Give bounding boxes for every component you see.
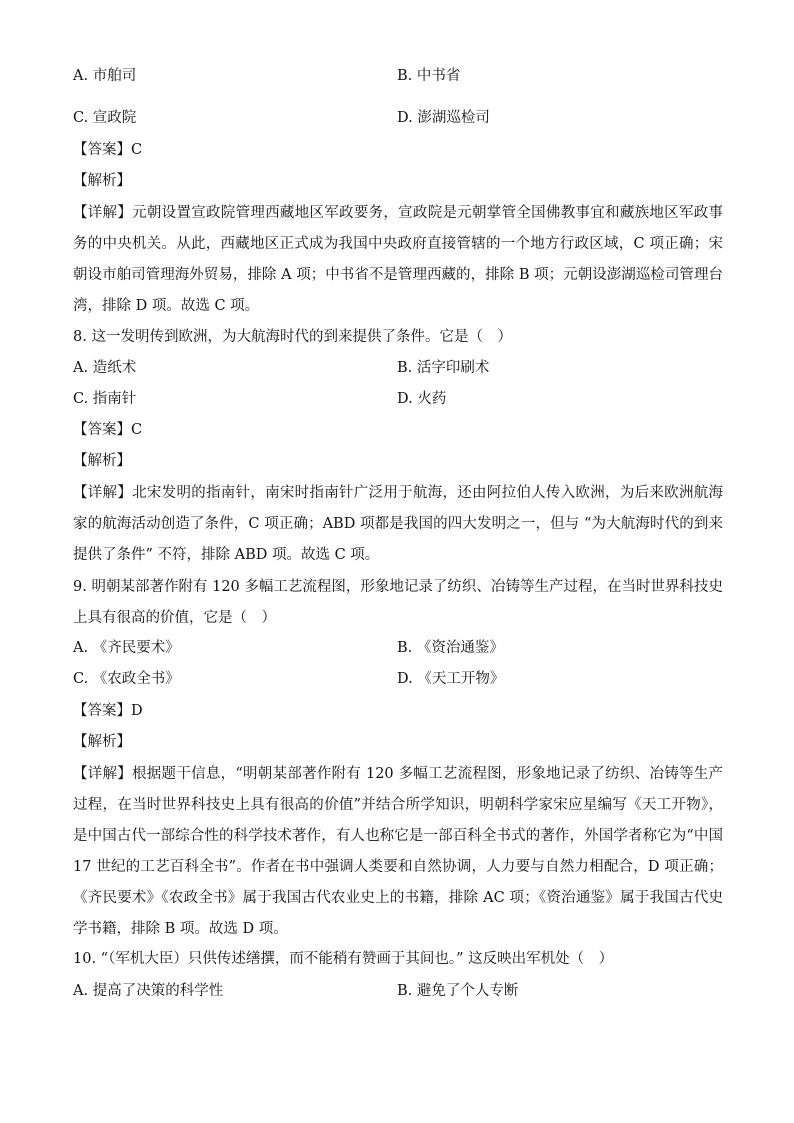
q9-question: 9. 明朝某部著作附有 120 多幅工艺流程图，形象地记录了纺织、冶铸等生产过程，在当时世界科技史上具有很高的价值，它是（ ） <box>73 579 723 626</box>
q9-answer: 【答案】D <box>73 703 143 719</box>
q7-detail: 【详解】元朝设置宣政院管理西藏地区军政要务，宣政院是元朝掌管全国佛教事宜和藏族地区军政事务的中央机关。从此，西藏地区正式成为我国中央政府直接管辖的一个地方行政区域，C 项正确；宋朝设市舶司管理海外贸易，排除 A 项；中书省不是管理西藏的，排除 B 项；元朝设澎湖巡检司管理台湾，排除 D 项。故选 C 项。 <box>73 205 723 314</box>
q9-option-d: D. 《天工开物》 <box>397 671 505 687</box>
q10-question: 10. “（军机大臣）只供传述缮撰，而不能稍有赞画于其间也。” 这反映出军机处（ ） <box>73 951 614 967</box>
q10-option-a: A. 提高了决策的科学性 <box>73 983 224 999</box>
q8-detail: 【详解】北宋发明的指南针，南宋时指南针广泛用于航海，还由阿拉伯人传入欧洲，为后来欧洲航海家的航海活动创造了条件，C 项正确；ABD 项都是我国的四大发明之一，但与 “为大航海时代的到来提供了条件” 不符，排除 ABD 项。故选 C 项。 <box>73 485 723 563</box>
q8-option-b: B. 活字印刷术 <box>397 360 490 376</box>
q8-question: 8. 这一发明传到欧洲，为大航海时代的到来提供了条件。它是（ ） <box>73 329 512 345</box>
q9-option-b: B. 《资治通鉴》 <box>397 640 504 656</box>
q8-option-a: A. 造纸术 <box>73 360 137 376</box>
q7-option-d: D. 澎湖巡检司 <box>397 110 490 126</box>
q8-option-c: C. 指南针 <box>73 391 137 407</box>
q8-analysis-label: 【解析】 <box>73 453 131 469</box>
q9-option-c: C. 《农政全书》 <box>73 671 180 687</box>
q7-option-c: C. 宣政院 <box>73 110 137 126</box>
q9-detail: 【详解】根据题干信息，“明朝某部著作附有 120 多幅工艺流程图，形象地记录了纺织、冶铸等生产过程，在当时世界科技史上具有很高的价值”并结合所学知识，明朝科学家宋应星编写《天工开物》，是中国古代一部综合性的科学技术著作，有人也称它是一部百科全书式的著作，外国学者称它为“中国 17 世纪的工艺百科全书”。作者在书中强调人类要和自然协调，人力要与自然力相配合，D 项正确；《齐民要术》《农政全书》属于我国古代农业史上的书籍，排除 AC 项；《资治通鉴》属于我国古代史学书籍，排除 B 项。故选 D 项。 <box>73 766 723 937</box>
q8-answer: 【答案】C <box>73 422 143 438</box>
q9-analysis-label: 【解析】 <box>73 734 131 750</box>
q7-option-b: B. 中书省 <box>397 68 461 84</box>
q10-option-b: B. 避免了个人专断 <box>397 983 519 999</box>
q7-option-a: A. 市舶司 <box>73 68 137 84</box>
q7-analysis-label: 【解析】 <box>73 173 131 189</box>
q9-option-a: A. 《齐民要术》 <box>73 640 180 656</box>
q7-answer: 【答案】C <box>73 142 143 158</box>
q8-option-d: D. 火药 <box>397 391 447 407</box>
